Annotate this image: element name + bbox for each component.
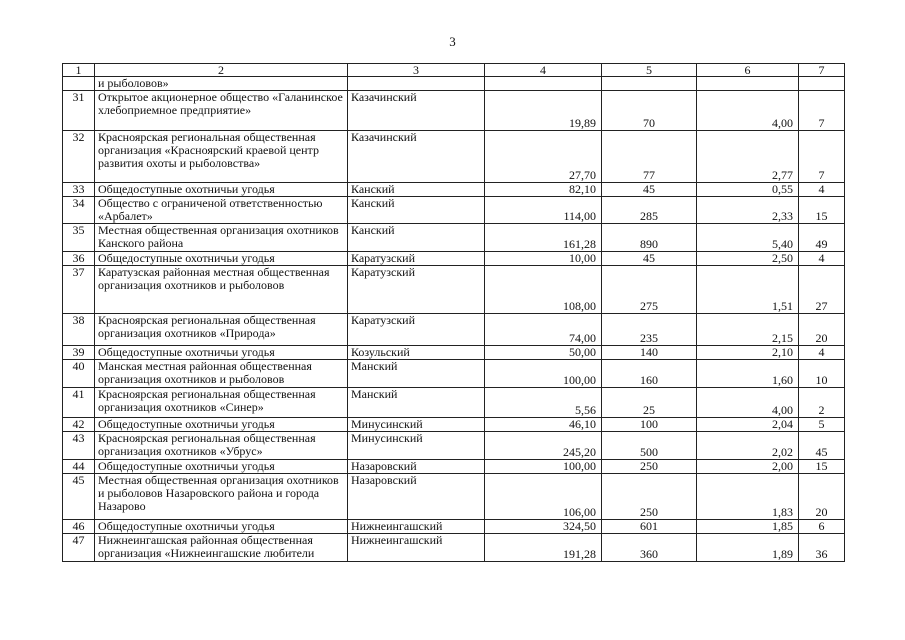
cell-district: Минусинский (348, 432, 485, 460)
cell-organization: Нижнеингашская районная общественная организация «Нижнеингашские любители (95, 534, 348, 562)
cell-value: 49 (799, 224, 845, 252)
cell-value: 2,10 (697, 346, 799, 360)
cell-district: Казачинский (348, 131, 485, 183)
cell-number: 47 (63, 534, 95, 562)
table-row (63, 224, 845, 252)
cell-organization: Местная общественная организация охотников и рыболовов Назаровского района и города Назарово (95, 474, 348, 520)
cell-value: 1,83 (697, 474, 799, 520)
cell-number: 40 (63, 360, 95, 388)
page-number: 3 (449, 34, 456, 49)
cell-value: 45 (799, 432, 845, 460)
cell-district: Манский (348, 360, 485, 388)
cell-value: 5 (799, 418, 845, 432)
table-row (63, 388, 845, 418)
cell-value: 601 (602, 520, 697, 534)
cell-value: 20 (799, 314, 845, 346)
cell-area: 191,28 (485, 534, 602, 562)
cell-organization: Красноярская региональная общественная организация охотников «Синер» (95, 388, 348, 418)
cell-district: Казачинский (348, 91, 485, 131)
cell-value: 1,60 (697, 360, 799, 388)
column-header: 2 (95, 64, 348, 77)
cell-value: 250 (602, 474, 697, 520)
cell-number: 37 (63, 266, 95, 314)
column-header: 6 (697, 64, 799, 77)
cell-organization: Общедоступные охотничьи угодья (95, 252, 348, 266)
header-row (63, 64, 845, 77)
cell-district: Козульский (348, 346, 485, 360)
cell-value: 275 (602, 266, 697, 314)
cell-value: 2,02 (697, 432, 799, 460)
cell-number: 35 (63, 224, 95, 252)
cell-organization: Каратузская районная местная общественная организация охотников и рыболовов (95, 266, 348, 314)
cell-value: 890 (602, 224, 697, 252)
cell-value: 160 (602, 360, 697, 388)
table-row (63, 346, 845, 360)
cell-number: 36 (63, 252, 95, 266)
cell-value: 1,85 (697, 520, 799, 534)
cell-organization: Манская местная районная общественная организация охотников и рыболовов (95, 360, 348, 388)
cell-value: 25 (602, 388, 697, 418)
cell-value: 100 (602, 418, 697, 432)
cell-value: 4 (799, 346, 845, 360)
cell-organization: Общедоступные охотничьи угодья (95, 183, 348, 197)
cell-number (63, 77, 95, 91)
cell-value: 2,04 (697, 418, 799, 432)
cell-district: Каратузский (348, 266, 485, 314)
cell-number: 45 (63, 474, 95, 520)
cell-value: 2,50 (697, 252, 799, 266)
cell-value: 15 (799, 460, 845, 474)
cell-area: 161,28 (485, 224, 602, 252)
cell-value: 4,00 (697, 388, 799, 418)
table-row (63, 418, 845, 432)
cell-value: 6 (799, 520, 845, 534)
cell-area: 74,00 (485, 314, 602, 346)
cell-value: 4 (799, 183, 845, 197)
cell-value: 27 (799, 266, 845, 314)
table-row (63, 432, 845, 460)
continuation-row (63, 77, 845, 91)
cell-organization: Красноярская региональная общественная организация охотников «Убрус» (95, 432, 348, 460)
cell-value: 77 (602, 131, 697, 183)
table-row (63, 252, 845, 266)
cell-value: 2,33 (697, 197, 799, 224)
column-header: 7 (799, 64, 845, 77)
cell-district: Канский (348, 224, 485, 252)
cell-number: 38 (63, 314, 95, 346)
cell-organization: Общедоступные охотничьи угодья (95, 418, 348, 432)
cell-organization: Общество с ограниченой ответственностью «Арбалет» (95, 197, 348, 224)
cell-district: Назаровский (348, 460, 485, 474)
cell-number: 32 (63, 131, 95, 183)
column-header: 3 (348, 64, 485, 77)
cell-number: 41 (63, 388, 95, 418)
cell-district (348, 77, 485, 91)
column-header: 1 (63, 64, 95, 77)
cell-organization: Красноярская региональная общественная организация охотников «Природа» (95, 314, 348, 346)
table-row (63, 131, 845, 183)
cell-district: Канский (348, 197, 485, 224)
table-row (63, 266, 845, 314)
cell-area: 100,00 (485, 360, 602, 388)
cell-area: 82,10 (485, 183, 602, 197)
cell-value: 360 (602, 534, 697, 562)
cell-value: 15 (799, 197, 845, 224)
table-row (63, 314, 845, 346)
table-row (63, 460, 845, 474)
cell-number: 34 (63, 197, 95, 224)
cell-organization: Местная общественная организация охотников Канского района (95, 224, 348, 252)
cell-value: 140 (602, 346, 697, 360)
cell-number: 39 (63, 346, 95, 360)
cell-value (602, 77, 697, 91)
cell-number: 43 (63, 432, 95, 460)
cell-area: 10,00 (485, 252, 602, 266)
cell-value (799, 77, 845, 91)
cell-district: Каратузский (348, 314, 485, 346)
cell-area: 108,00 (485, 266, 602, 314)
table-row (63, 91, 845, 131)
cell-value: 2,00 (697, 460, 799, 474)
cell-organization: Красноярская региональная общественная организация «Красноярский краевой центр развития охоты и рыболовства» (95, 131, 348, 183)
table-row (63, 197, 845, 224)
cell-value: 45 (602, 252, 697, 266)
table-row (63, 360, 845, 388)
cell-value: 1,89 (697, 534, 799, 562)
cell-area: 46,10 (485, 418, 602, 432)
cell-number: 33 (63, 183, 95, 197)
cell-value: 235 (602, 314, 697, 346)
cell-value (697, 77, 799, 91)
cell-value: 7 (799, 91, 845, 131)
cell-area: 114,00 (485, 197, 602, 224)
table-row (63, 520, 845, 534)
cell-area: 19,89 (485, 91, 602, 131)
cell-value: 10 (799, 360, 845, 388)
column-header: 4 (485, 64, 602, 77)
cell-value: 70 (602, 91, 697, 131)
continuation-text: и рыболовов» (95, 77, 348, 91)
cell-organization: Общедоступные охотничьи угодья (95, 520, 348, 534)
cell-number: 31 (63, 91, 95, 131)
cell-value: 250 (602, 460, 697, 474)
cell-area: 324,50 (485, 520, 602, 534)
cell-value: 7 (799, 131, 845, 183)
hunting-grounds-table (62, 63, 845, 562)
cell-value: 4 (799, 252, 845, 266)
cell-value: 285 (602, 197, 697, 224)
cell-area: 245,20 (485, 432, 602, 460)
cell-area: 106,00 (485, 474, 602, 520)
cell-number: 42 (63, 418, 95, 432)
cell-district: Нижнеингашский (348, 534, 485, 562)
cell-area: 100,00 (485, 460, 602, 474)
cell-value (485, 77, 602, 91)
cell-district: Нижнеингашский (348, 520, 485, 534)
cell-district: Минусинский (348, 418, 485, 432)
table-row (63, 534, 845, 562)
cell-value: 4,00 (697, 91, 799, 131)
cell-value: 20 (799, 474, 845, 520)
cell-number: 46 (63, 520, 95, 534)
cell-organization: Открытое акционерное общество «Галанинское хлебоприемное предприятие» (95, 91, 348, 131)
table-row (63, 183, 845, 197)
cell-value: 2 (799, 388, 845, 418)
cell-district: Назаровский (348, 474, 485, 520)
cell-value: 0,55 (697, 183, 799, 197)
table-row (63, 474, 845, 520)
cell-value: 2,77 (697, 131, 799, 183)
cell-number: 44 (63, 460, 95, 474)
cell-district: Манский (348, 388, 485, 418)
cell-value: 45 (602, 183, 697, 197)
cell-value: 2,15 (697, 314, 799, 346)
cell-value: 5,40 (697, 224, 799, 252)
cell-district: Канский (348, 183, 485, 197)
cell-district: Каратузский (348, 252, 485, 266)
cell-organization: Общедоступные охотничьи угодья (95, 460, 348, 474)
cell-area: 5,56 (485, 388, 602, 418)
cell-value: 500 (602, 432, 697, 460)
cell-area: 27,70 (485, 131, 602, 183)
cell-value: 36 (799, 534, 845, 562)
cell-value: 1,51 (697, 266, 799, 314)
cell-organization: Общедоступные охотничьи угодья (95, 346, 348, 360)
column-header: 5 (602, 64, 697, 77)
cell-area: 50,00 (485, 346, 602, 360)
